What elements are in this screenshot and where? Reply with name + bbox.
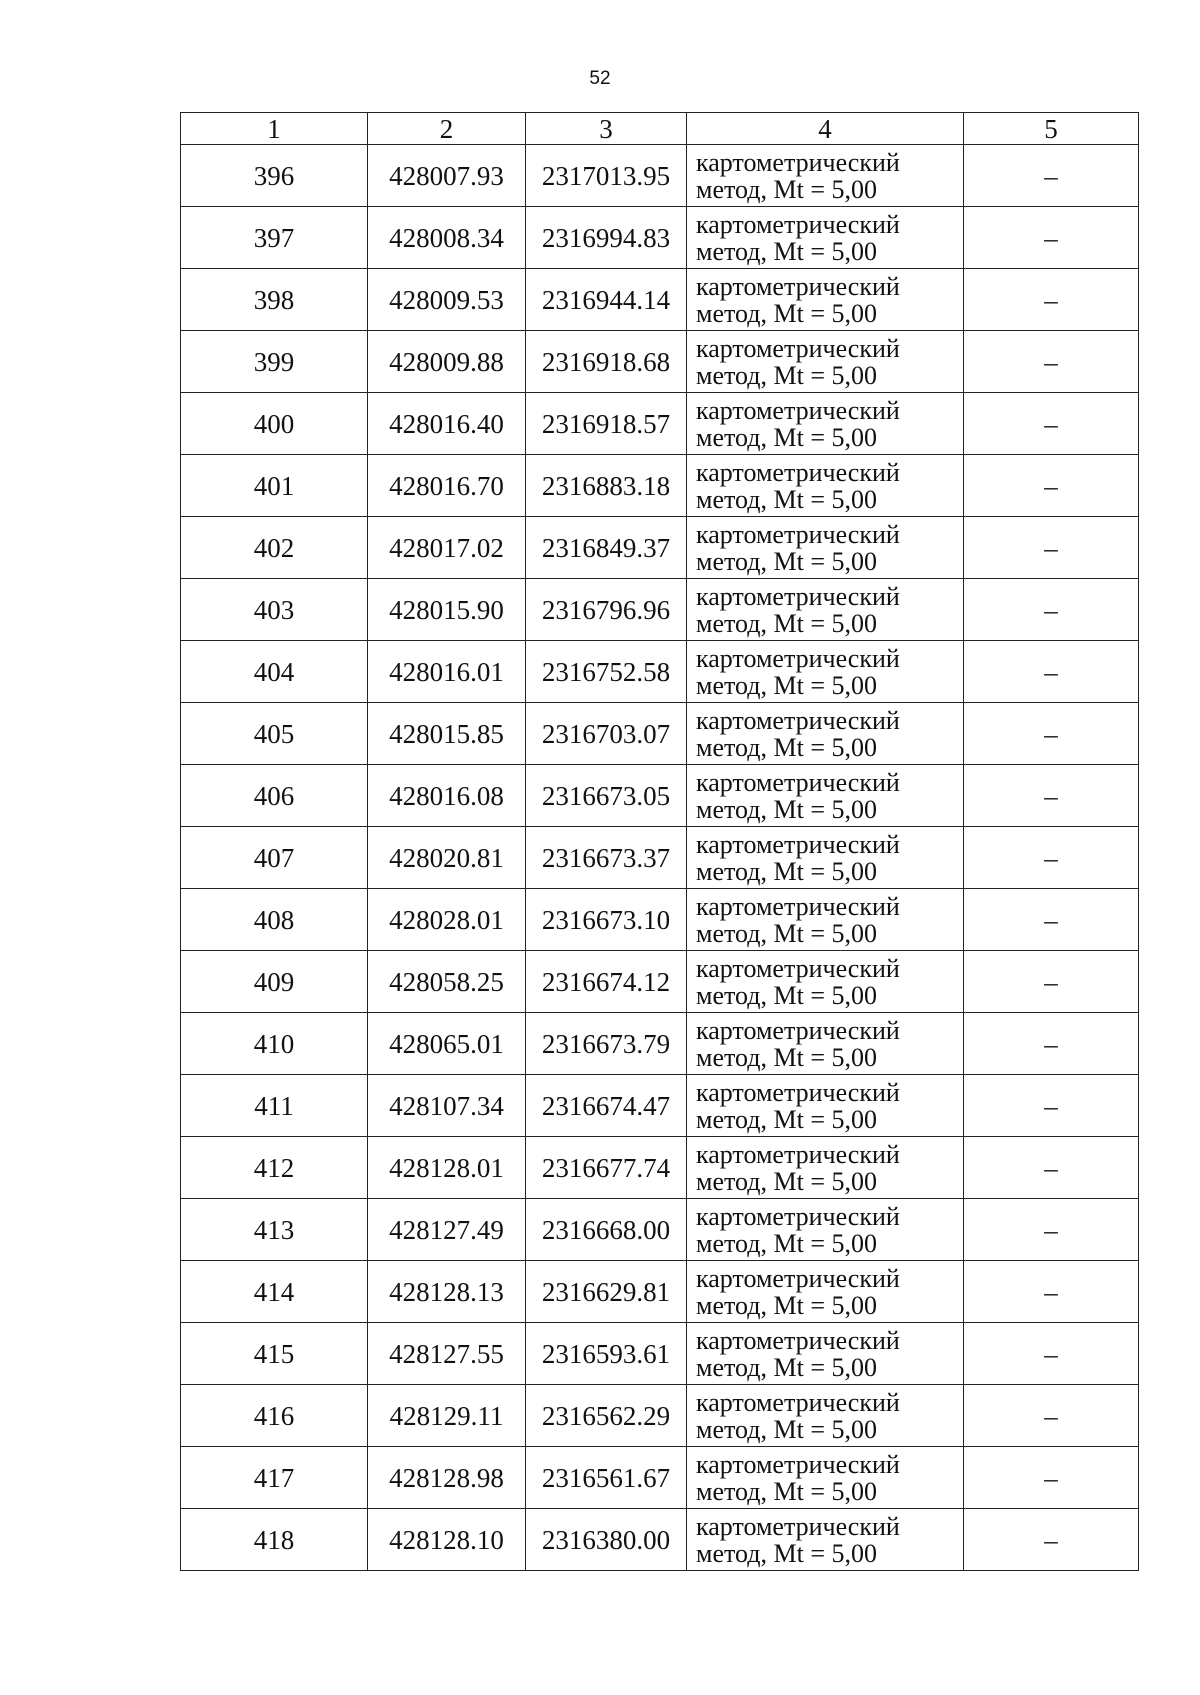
- point-number-cell: 397: [181, 207, 368, 269]
- method-line-1: картометрический: [696, 209, 900, 239]
- x-coordinate-cell: 428028.01: [368, 889, 526, 951]
- point-number-cell: 408: [181, 889, 368, 951]
- x-coordinate-cell: 428007.93: [368, 145, 526, 207]
- method-line-1: картометрический: [696, 457, 900, 487]
- method-cell: [687, 1199, 964, 1261]
- x-coordinate-cell: 428128.13: [368, 1261, 526, 1323]
- method-line-2: метод, Mt = 5,00: [696, 918, 877, 948]
- note-cell: –: [964, 207, 1139, 269]
- x-coordinate-cell: 428016.08: [368, 765, 526, 827]
- table-row: [181, 455, 1139, 517]
- x-coordinate-cell: 428020.81: [368, 827, 526, 889]
- x-coordinate-cell: 428015.85: [368, 703, 526, 765]
- y-coordinate-cell: 2316673.05: [526, 765, 687, 827]
- x-coordinate-cell: 428009.53: [368, 269, 526, 331]
- point-number-cell: 405: [181, 703, 368, 765]
- y-coordinate-cell: 2316703.07: [526, 703, 687, 765]
- point-number-cell: 407: [181, 827, 368, 889]
- method-line-1: картометрический: [696, 1449, 900, 1479]
- note-cell: –: [964, 1509, 1139, 1571]
- y-coordinate-cell: 2316668.00: [526, 1199, 687, 1261]
- x-coordinate-cell: 428009.88: [368, 331, 526, 393]
- column-header-5: 5: [964, 113, 1139, 145]
- method-cell: [687, 455, 964, 517]
- note-cell: –: [964, 1137, 1139, 1199]
- method-line-1: картометрический: [696, 519, 900, 549]
- method-line-1: картометрический: [696, 1263, 900, 1293]
- table-row: [181, 579, 1139, 641]
- point-number-cell: 411: [181, 1075, 368, 1137]
- y-coordinate-cell: 2316674.47: [526, 1075, 687, 1137]
- point-number-cell: 406: [181, 765, 368, 827]
- method-cell: [687, 1447, 964, 1509]
- method-line-2: метод, Mt = 5,00: [696, 732, 877, 762]
- method-cell: [687, 641, 964, 703]
- note-cell: –: [964, 1447, 1139, 1509]
- method-cell: [687, 1323, 964, 1385]
- x-coordinate-cell: 428127.55: [368, 1323, 526, 1385]
- table-row: [181, 1013, 1139, 1075]
- y-coordinate-cell: 2316677.74: [526, 1137, 687, 1199]
- method-line-1: картометрический: [696, 643, 900, 673]
- note-cell: –: [964, 641, 1139, 703]
- point-number-cell: 417: [181, 1447, 368, 1509]
- y-coordinate-cell: 2317013.95: [526, 145, 687, 207]
- note-cell: –: [964, 579, 1139, 641]
- method-cell: [687, 207, 964, 269]
- method-line-1: картометрический: [696, 891, 900, 921]
- point-number-cell: 403: [181, 579, 368, 641]
- x-coordinate-cell: 428017.02: [368, 517, 526, 579]
- x-coordinate-cell: 428016.40: [368, 393, 526, 455]
- method-line-1: картометрический: [696, 1325, 900, 1355]
- method-line-1: картометрический: [696, 767, 900, 797]
- method-line-1: картометрический: [696, 1201, 900, 1231]
- method-line-1: картометрический: [696, 1139, 900, 1169]
- x-coordinate-cell: 428107.34: [368, 1075, 526, 1137]
- y-coordinate-cell: 2316562.29: [526, 1385, 687, 1447]
- y-coordinate-cell: 2316918.57: [526, 393, 687, 455]
- method-cell: [687, 1509, 964, 1571]
- x-coordinate-cell: 428128.01: [368, 1137, 526, 1199]
- point-number-cell: 399: [181, 331, 368, 393]
- method-line-2: метод, Mt = 5,00: [696, 1104, 877, 1134]
- x-coordinate-cell: 428058.25: [368, 951, 526, 1013]
- table-row: [181, 1323, 1139, 1385]
- table-row: [181, 1261, 1139, 1323]
- point-number-cell: 401: [181, 455, 368, 517]
- method-cell: [687, 951, 964, 1013]
- page-number: 52: [589, 68, 611, 89]
- method-cell: [687, 703, 964, 765]
- method-line-1: картометрический: [696, 395, 900, 425]
- method-line-1: картометрический: [696, 271, 900, 301]
- y-coordinate-cell: 2316593.61: [526, 1323, 687, 1385]
- y-coordinate-cell: 2316944.14: [526, 269, 687, 331]
- method-line-2: метод, Mt = 5,00: [696, 670, 877, 700]
- y-coordinate-cell: 2316380.00: [526, 1509, 687, 1571]
- table-row: [181, 1385, 1139, 1447]
- note-cell: –: [964, 455, 1139, 517]
- method-line-1: картометрический: [696, 1077, 900, 1107]
- point-number-cell: 414: [181, 1261, 368, 1323]
- method-cell: [687, 765, 964, 827]
- method-cell: [687, 269, 964, 331]
- method-line-2: метод, Mt = 5,00: [696, 608, 877, 638]
- y-coordinate-cell: 2316629.81: [526, 1261, 687, 1323]
- x-coordinate-cell: 428128.10: [368, 1509, 526, 1571]
- method-line-2: метод, Mt = 5,00: [696, 1290, 877, 1320]
- method-line-2: метод, Mt = 5,00: [696, 546, 877, 576]
- note-cell: –: [964, 1385, 1139, 1447]
- note-cell: –: [964, 703, 1139, 765]
- table-row: [181, 393, 1139, 455]
- x-coordinate-cell: 428008.34: [368, 207, 526, 269]
- method-line-2: метод, Mt = 5,00: [696, 1414, 877, 1444]
- y-coordinate-cell: 2316673.79: [526, 1013, 687, 1075]
- table-row: [181, 517, 1139, 579]
- point-number-cell: 412: [181, 1137, 368, 1199]
- note-cell: –: [964, 889, 1139, 951]
- method-line-2: метод, Mt = 5,00: [696, 422, 877, 452]
- table-row: [181, 207, 1139, 269]
- table-row: [181, 641, 1139, 703]
- y-coordinate-cell: 2316752.58: [526, 641, 687, 703]
- method-line-2: метод, Mt = 5,00: [696, 236, 877, 266]
- x-coordinate-cell: 428129.11: [368, 1385, 526, 1447]
- method-line-1: картометрический: [696, 705, 900, 735]
- note-cell: –: [964, 1075, 1139, 1137]
- x-coordinate-cell: 428016.01: [368, 641, 526, 703]
- y-coordinate-cell: 2316994.83: [526, 207, 687, 269]
- table-row: [181, 331, 1139, 393]
- method-cell: [687, 579, 964, 641]
- method-cell: [687, 1137, 964, 1199]
- y-coordinate-cell: 2316673.10: [526, 889, 687, 951]
- method-line-2: метод, Mt = 5,00: [696, 1166, 877, 1196]
- method-line-2: метод, Mt = 5,00: [696, 1042, 877, 1072]
- method-line-1: картометрический: [696, 1015, 900, 1045]
- note-cell: –: [964, 1199, 1139, 1261]
- point-number-cell: 400: [181, 393, 368, 455]
- method-line-2: метод, Mt = 5,00: [696, 298, 877, 328]
- note-cell: –: [964, 827, 1139, 889]
- table-row: [181, 827, 1139, 889]
- note-cell: –: [964, 1323, 1139, 1385]
- table-row: [181, 765, 1139, 827]
- table-row: [181, 1447, 1139, 1509]
- method-cell: [687, 1385, 964, 1447]
- y-coordinate-cell: 2316561.67: [526, 1447, 687, 1509]
- method-cell: [687, 393, 964, 455]
- table-row: [181, 269, 1139, 331]
- method-cell: [687, 1075, 964, 1137]
- method-line-2: метод, Mt = 5,00: [696, 1352, 877, 1382]
- method-line-2: метод, Mt = 5,00: [696, 174, 877, 204]
- y-coordinate-cell: 2316849.37: [526, 517, 687, 579]
- table-body: [181, 145, 1139, 1571]
- y-coordinate-cell: 2316918.68: [526, 331, 687, 393]
- point-number-cell: 410: [181, 1013, 368, 1075]
- note-cell: –: [964, 517, 1139, 579]
- table-row: [181, 1075, 1139, 1137]
- method-cell: [687, 1013, 964, 1075]
- table-row: [181, 889, 1139, 951]
- point-number-cell: 418: [181, 1509, 368, 1571]
- method-line-2: метод, Mt = 5,00: [696, 980, 877, 1010]
- method-line-1: картометрический: [696, 829, 900, 859]
- table-header-row: [181, 113, 1139, 145]
- y-coordinate-cell: 2316796.96: [526, 579, 687, 641]
- method-cell: [687, 517, 964, 579]
- method-line-1: картометрический: [696, 953, 900, 983]
- y-coordinate-cell: 2316673.37: [526, 827, 687, 889]
- table-row: [181, 951, 1139, 1013]
- method-line-2: метод, Mt = 5,00: [696, 1228, 877, 1258]
- method-cell: [687, 889, 964, 951]
- x-coordinate-cell: 428127.49: [368, 1199, 526, 1261]
- note-cell: –: [964, 393, 1139, 455]
- method-line-1: картометрический: [696, 333, 900, 363]
- point-number-cell: 404: [181, 641, 368, 703]
- x-coordinate-cell: 428065.01: [368, 1013, 526, 1075]
- x-coordinate-cell: 428016.70: [368, 455, 526, 517]
- note-cell: –: [964, 765, 1139, 827]
- table-row: [181, 1509, 1139, 1571]
- table-row: [181, 1199, 1139, 1261]
- column-header-2: 2: [368, 113, 526, 145]
- x-coordinate-cell: 428015.90: [368, 579, 526, 641]
- method-line-2: метод, Mt = 5,00: [696, 360, 877, 390]
- x-coordinate-cell: 428128.98: [368, 1447, 526, 1509]
- y-coordinate-cell: 2316674.12: [526, 951, 687, 1013]
- method-cell: [687, 1261, 964, 1323]
- note-cell: –: [964, 269, 1139, 331]
- note-cell: –: [964, 951, 1139, 1013]
- point-number-cell: 402: [181, 517, 368, 579]
- point-number-cell: 398: [181, 269, 368, 331]
- method-cell: [687, 145, 964, 207]
- point-number-cell: 416: [181, 1385, 368, 1447]
- method-line-2: метод, Mt = 5,00: [696, 794, 877, 824]
- note-cell: –: [964, 1013, 1139, 1075]
- method-line-1: картометрический: [696, 1511, 900, 1541]
- method-line-2: метод, Mt = 5,00: [696, 1538, 877, 1568]
- method-line-1: картометрический: [696, 581, 900, 611]
- point-number-cell: 409: [181, 951, 368, 1013]
- coordinates-table: [180, 112, 1139, 1571]
- point-number-cell: 415: [181, 1323, 368, 1385]
- method-line-2: метод, Mt = 5,00: [696, 856, 877, 886]
- table-row: [181, 145, 1139, 207]
- column-header-4: 4: [687, 113, 964, 145]
- table-row: [181, 703, 1139, 765]
- method-line-2: метод, Mt = 5,00: [696, 484, 877, 514]
- column-header-1: 1: [181, 113, 368, 145]
- method-line-2: метод, Mt = 5,00: [696, 1476, 877, 1506]
- note-cell: –: [964, 331, 1139, 393]
- table-row: [181, 1137, 1139, 1199]
- note-cell: –: [964, 145, 1139, 207]
- y-coordinate-cell: 2316883.18: [526, 455, 687, 517]
- method-cell: [687, 827, 964, 889]
- point-number-cell: 396: [181, 145, 368, 207]
- method-line-1: картометрический: [696, 147, 900, 177]
- method-cell: [687, 331, 964, 393]
- column-header-3: 3: [526, 113, 687, 145]
- method-line-1: картометрический: [696, 1387, 900, 1417]
- note-cell: –: [964, 1261, 1139, 1323]
- point-number-cell: 413: [181, 1199, 368, 1261]
